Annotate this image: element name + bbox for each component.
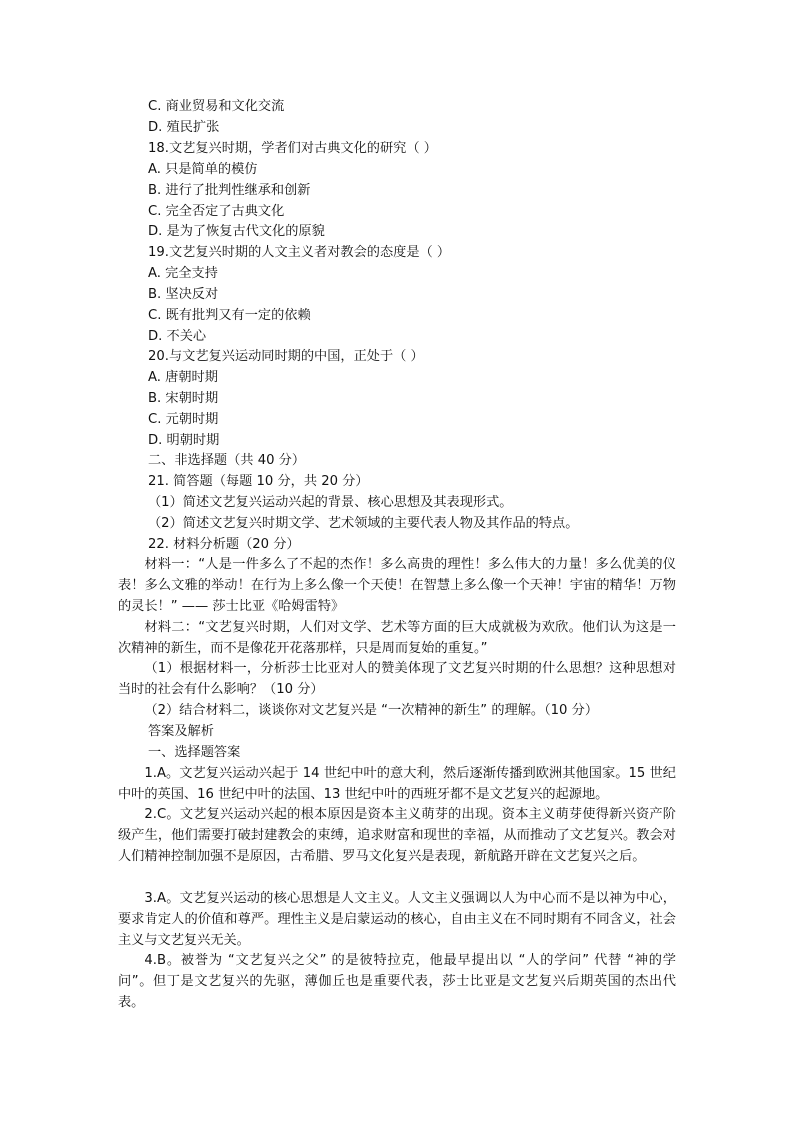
q18-option-a: A. 只是简单的模仿 bbox=[148, 162, 258, 177]
answers-heading: 答案及解析 bbox=[148, 724, 214, 739]
q20-option-d: D. 明朝时期 bbox=[148, 433, 220, 448]
q18-option-b: B. 进行了批判性继承和创新 bbox=[148, 183, 311, 198]
q20-option-a: A. 唐朝时期 bbox=[148, 370, 218, 385]
q17-option-d: D. 殖民扩张 bbox=[148, 120, 220, 135]
material-2: 材料二：“文艺复兴时期，人们对文学、艺术等方面的巨大成就极为欢欣。他们认为这是一次精神的新生，而不是像花开花落那样，只是周而复始的重复。” bbox=[118, 620, 676, 656]
q22-title: 22. 材料分析题（20 分） bbox=[148, 537, 300, 552]
q18-option-d: D. 是为了恢复古代文化的原貌 bbox=[148, 224, 325, 239]
q19-option-d: D. 不关心 bbox=[148, 329, 207, 344]
answer-item-3: 3.A。文艺复兴运动的核心思想是人文主义。人文主义强调以人为中心而不是以神为中心，要求肯定人的价值和尊严。理性主义是启蒙运动的核心，自由主义在不同时期有不同含义，社会主义与文艺复兴无关。 bbox=[118, 891, 676, 948]
q19-stem: 19.文艺复兴时期的人文主义者对教会的态度是（ ） bbox=[148, 245, 451, 260]
q22-sub-1: （1）根据材料一，分析莎士比亚对人的赞美体现了文艺复兴时期的什么思想？这种思想对当时的社会有什么影响？（10 分） bbox=[118, 661, 676, 697]
q21-item-2: （2）简述文艺复兴时期文学、艺术领域的主要代表人物及其作品的特点。 bbox=[148, 516, 579, 531]
q17-option-c: C. 商业贸易和文化交流 bbox=[148, 99, 285, 114]
q19-option-c: C. 既有批判又有一定的依赖 bbox=[148, 308, 311, 323]
q20-option-c: C. 元朝时期 bbox=[148, 412, 219, 427]
q18-stem: 18.文艺复兴时期，学者们对古典文化的研究（ ） bbox=[148, 141, 437, 156]
answer-item-1: 1.A。文艺复兴运动兴起于 14 世纪中叶的意大利，然后逐渐传播到欧洲其他国家。15 世纪中叶的英国、16 世纪中叶的法国、13 世纪中叶的西班牙都不是文艺复兴的起源地。 bbox=[118, 766, 676, 802]
section2-heading: 二、非选择题（共 40 分） bbox=[148, 453, 306, 468]
q20-option-b: B. 宋朝时期 bbox=[148, 391, 219, 406]
q22-sub-2: （2）结合材料二，谈谈你对文艺复兴是 “一次精神的新生” 的理解。（10 分） bbox=[144, 703, 599, 718]
material-1: 材料一：“人是一件多么了不起的杰作！多么高贵的理性！多么伟大的力量！多么优美的仪表！多么文雅的举动！在行为上多么像一个天使！在智慧上多么像一个天神！宇宙的精华！万物的灵长！” —— 莎士比亚《哈姆雷特》 bbox=[118, 557, 676, 614]
q18-option-c: C. 完全否定了古典文化 bbox=[148, 204, 285, 219]
answer-item-2: 2.C。文艺复兴运动兴起的根本原因是资本主义萌芽的出现。资本主义萌芽使得新兴资产阶级产生，他们需要打破封建教会的束缚，追求财富和现世的幸福，从而推动了文艺复兴。教会对人们精神控制加强不是原因，古希腊、罗马文化复兴是表现，新航路开辟在文艺复兴之后。 bbox=[118, 807, 676, 864]
q20-stem: 20.与文艺复兴运动同时期的中国，正处于（ ） bbox=[148, 349, 424, 364]
q19-option-b: B. 坚决反对 bbox=[148, 287, 219, 302]
q21-title: 21. 简答题（每题 10 分，共 20 分） bbox=[148, 474, 369, 489]
q19-option-a: A. 完全支持 bbox=[148, 266, 218, 281]
q21-item-1: （1）简述文艺复兴运动兴起的背景、核心思想及其表现形式。 bbox=[148, 495, 513, 510]
answer-item-4: 4.B。被誉为 “文艺复兴之父” 的是彼特拉克，他最早提出以 “人的学问” 代替 “神的学问”。但丁是文艺复兴的先驱，薄伽丘也是重要代表，莎士比亚是文艺复兴后期英国的杰出代表。 bbox=[118, 953, 676, 1010]
answers-sub-heading: 一、选择题答案 bbox=[148, 745, 241, 760]
